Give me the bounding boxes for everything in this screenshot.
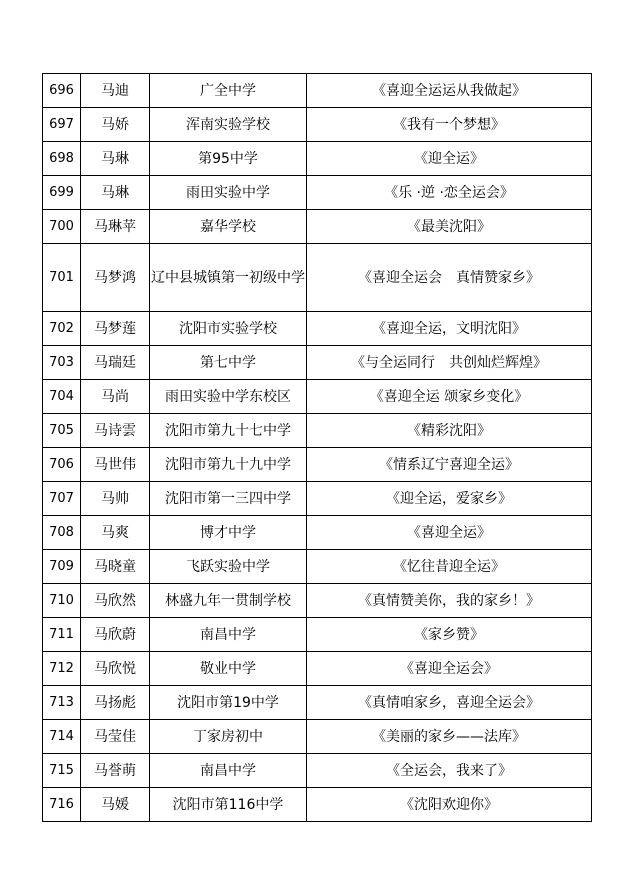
essay-title: 《家乡赞》 [307, 618, 592, 652]
row-number: 705 [43, 414, 81, 448]
table-row [43, 108, 592, 142]
table-row [43, 550, 592, 584]
table-row [43, 720, 592, 754]
student-name: 马欣然 [81, 584, 150, 618]
school-name: 沈阳市第一三四中学 [150, 482, 307, 516]
table-row [43, 244, 592, 312]
row-number: 714 [43, 720, 81, 754]
row-number: 712 [43, 652, 81, 686]
essay-title: 《喜迎全运，文明沈阳》 [307, 312, 592, 346]
essay-title: 《迎全运》 [307, 142, 592, 176]
essay-title: 《美丽的家乡——法库》 [307, 720, 592, 754]
student-name: 马世伟 [81, 448, 150, 482]
student-name: 马琳 [81, 142, 150, 176]
student-name: 马欣悦 [81, 652, 150, 686]
row-number: 696 [43, 74, 81, 108]
student-name: 马梦鸿 [81, 244, 150, 312]
row-number: 713 [43, 686, 81, 720]
essay-title: 《情系辽宁喜迎全运》 [307, 448, 592, 482]
table-row [43, 414, 592, 448]
student-name: 马莹佳 [81, 720, 150, 754]
row-number: 700 [43, 210, 81, 244]
table-row [43, 584, 592, 618]
essay-title: 《喜迎全运运从我做起》 [307, 74, 592, 108]
table-row [43, 210, 592, 244]
student-name: 马琳 [81, 176, 150, 210]
table-row [43, 652, 592, 686]
student-name: 马晓童 [81, 550, 150, 584]
essay-title: 《与全运同行 共创灿烂辉煌》 [307, 346, 592, 380]
row-number: 698 [43, 142, 81, 176]
row-number: 703 [43, 346, 81, 380]
student-name: 马尚 [81, 380, 150, 414]
student-name: 马瑞廷 [81, 346, 150, 380]
student-name: 马娇 [81, 108, 150, 142]
school-name: 林盛九年一贯制学校 [150, 584, 307, 618]
student-name: 马琳苹 [81, 210, 150, 244]
row-number: 707 [43, 482, 81, 516]
row-number: 715 [43, 754, 81, 788]
row-number: 704 [43, 380, 81, 414]
essay-title: 《最美沈阳》 [307, 210, 592, 244]
table-row [43, 448, 592, 482]
school-name: 广全中学 [150, 74, 307, 108]
school-name: 南昌中学 [150, 754, 307, 788]
roster-table [42, 73, 592, 822]
table-row [43, 74, 592, 108]
table-row [43, 686, 592, 720]
row-number: 702 [43, 312, 81, 346]
table-row [43, 516, 592, 550]
student-name: 马誉萌 [81, 754, 150, 788]
table-row [43, 788, 592, 822]
table-row [43, 482, 592, 516]
school-name: 雨田实验中学东校区 [150, 380, 307, 414]
school-name: 浑南实验学校 [150, 108, 307, 142]
student-name: 马扬彪 [81, 686, 150, 720]
school-name: 沈阳市第19中学 [150, 686, 307, 720]
student-name: 马欣蔚 [81, 618, 150, 652]
school-name: 第95中学 [150, 142, 307, 176]
school-name: 敬业中学 [150, 652, 307, 686]
school-name: 沈阳市实验学校 [150, 312, 307, 346]
school-name: 沈阳市第九十九中学 [150, 448, 307, 482]
student-name: 马爽 [81, 516, 150, 550]
essay-title: 《真情咱家乡，喜迎全运会》 [307, 686, 592, 720]
row-number: 709 [43, 550, 81, 584]
student-name: 马迪 [81, 74, 150, 108]
table-row [43, 312, 592, 346]
essay-title: 《喜迎全运会》 [307, 652, 592, 686]
row-number: 716 [43, 788, 81, 822]
essay-title: 《乐 ·逆 ·恋全运会》 [307, 176, 592, 210]
school-name: 飞跃实验中学 [150, 550, 307, 584]
school-name: 辽中县城镇第一初级中学 [150, 244, 307, 312]
student-name: 马诗雲 [81, 414, 150, 448]
student-name: 马媛 [81, 788, 150, 822]
table-row [43, 754, 592, 788]
essay-title: 《真情赞美你，我的家乡！》 [307, 584, 592, 618]
essay-title: 《我有一个梦想》 [307, 108, 592, 142]
essay-title: 《忆往昔迎全运》 [307, 550, 592, 584]
school-name: 嘉华学校 [150, 210, 307, 244]
student-name: 马梦莲 [81, 312, 150, 346]
school-name: 博才中学 [150, 516, 307, 550]
school-name: 丁家房初中 [150, 720, 307, 754]
row-number: 699 [43, 176, 81, 210]
row-number: 706 [43, 448, 81, 482]
table-row [43, 380, 592, 414]
row-number: 697 [43, 108, 81, 142]
school-name: 沈阳市第116中学 [150, 788, 307, 822]
table-row [43, 346, 592, 380]
roster-body [43, 74, 592, 822]
essay-title: 《沈阳欢迎你》 [307, 788, 592, 822]
essay-title: 《喜迎全运会 真情赞家乡》 [307, 244, 592, 312]
row-number: 701 [43, 244, 81, 312]
school-name: 雨田实验中学 [150, 176, 307, 210]
essay-title: 《喜迎全运》 [307, 516, 592, 550]
school-name: 第七中学 [150, 346, 307, 380]
table-row [43, 176, 592, 210]
row-number: 708 [43, 516, 81, 550]
row-number: 711 [43, 618, 81, 652]
table-row [43, 618, 592, 652]
student-name: 马帅 [81, 482, 150, 516]
essay-title: 《喜迎全运 颂家乡变化》 [307, 380, 592, 414]
essay-title: 《全运会，我来了》 [307, 754, 592, 788]
row-number: 710 [43, 584, 81, 618]
school-name: 沈阳市第九十七中学 [150, 414, 307, 448]
table-row [43, 142, 592, 176]
essay-title: 《迎全运，爱家乡》 [307, 482, 592, 516]
essay-title: 《精彩沈阳》 [307, 414, 592, 448]
school-name: 南昌中学 [150, 618, 307, 652]
